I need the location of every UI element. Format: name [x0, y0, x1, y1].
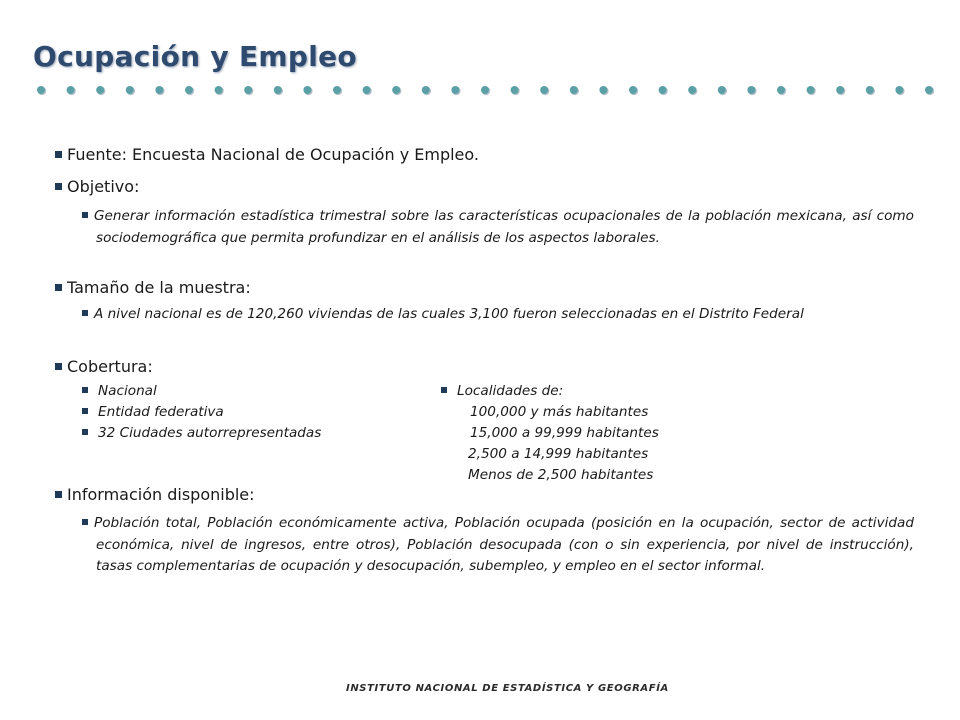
divider-dot	[747, 86, 755, 94]
divider-dot	[629, 86, 637, 94]
divider-dot	[422, 86, 430, 94]
locality-item: 100,000 y más habitantes	[470, 404, 649, 420]
bullet-icon	[441, 387, 447, 393]
divider-dot	[659, 86, 667, 94]
divider-dot	[718, 86, 726, 94]
sample-heading: Tamaño de la muestra:	[55, 278, 251, 297]
bullet-icon	[55, 183, 62, 190]
coverage-heading: Cobertura:	[55, 357, 153, 376]
divider-dot	[155, 86, 163, 94]
divider-dot	[303, 86, 311, 94]
objective-text: Generar información estadística trimestral sobre las características ocupacionales de la población mexicana, así como sociodemográfica que permita profundizar en el análisis de los aspectos laborales.	[82, 206, 914, 249]
bullet-icon	[82, 212, 88, 218]
locality-item: 2,500 a 14,999 habitantes	[468, 446, 649, 462]
divider-dot	[274, 86, 282, 94]
objective-heading: Objetivo:	[55, 177, 139, 196]
divider-dot	[244, 86, 252, 94]
divider-dot	[511, 86, 519, 94]
divider-dot	[895, 86, 903, 94]
divider-dot	[481, 86, 489, 94]
bullet-icon	[82, 387, 88, 393]
divider-dot	[807, 86, 815, 94]
divider-dot	[599, 86, 607, 94]
bullet-icon	[82, 429, 88, 435]
coverage-item: Nacional	[82, 383, 157, 399]
bullet-icon	[82, 310, 88, 316]
divider-dot	[37, 86, 45, 94]
divider-dot	[451, 86, 459, 94]
coverage-item: 32 Ciudades autorrepresentadas	[82, 425, 321, 441]
divider-dot	[363, 86, 371, 94]
divider-dot	[96, 86, 104, 94]
page-title: Ocupación y Empleo	[33, 40, 357, 73]
locality-item: 15,000 a 99,999 habitantes	[470, 425, 659, 441]
bullet-icon	[55, 284, 62, 291]
dotted-divider	[36, 83, 934, 97]
divider-dot	[688, 86, 696, 94]
institution-footer: INSTITUTO NACIONAL DE ESTADÍSTICA Y GEOGRAFÍA	[346, 683, 669, 694]
divider-dot	[392, 86, 400, 94]
divider-dot	[836, 86, 844, 94]
info-text: Población total, Población económicamente activa, Población ocupada (posición en la ocupación, sector de actividad económica, nivel de ingresos, entre otros), Población desocupada (con o sin experiencia, por nivel de instrucción), tasas complementarias de ocupación y desocupación, subempleo, y empleo en el sector informal.	[82, 513, 914, 578]
bullet-icon	[82, 408, 88, 414]
divider-dot	[333, 86, 341, 94]
source-heading: Fuente: Encuesta Nacional de Ocupación y Empleo.	[55, 145, 479, 164]
divider-dot	[866, 86, 874, 94]
divider-dot	[925, 86, 933, 94]
divider-dot	[570, 86, 578, 94]
divider-dot	[67, 86, 75, 94]
divider-dot	[215, 86, 223, 94]
divider-dot	[777, 86, 785, 94]
localities-heading: Localidades de:	[441, 383, 563, 399]
bullet-icon	[55, 491, 62, 498]
coverage-item: Entidad federativa	[82, 404, 224, 420]
divider-dot	[540, 86, 548, 94]
bullet-icon	[82, 519, 88, 525]
divider-dot	[185, 86, 193, 94]
locality-item: Menos de 2,500 habitantes	[468, 467, 654, 483]
bullet-icon	[55, 151, 62, 158]
sample-text: A nivel nacional es de 120,260 viviendas de las cuales 3,100 fueron seleccionadas en el Distrito Federal	[82, 304, 914, 326]
bullet-icon	[55, 363, 62, 370]
info-heading: Información disponible:	[55, 485, 255, 504]
divider-dot	[126, 86, 134, 94]
